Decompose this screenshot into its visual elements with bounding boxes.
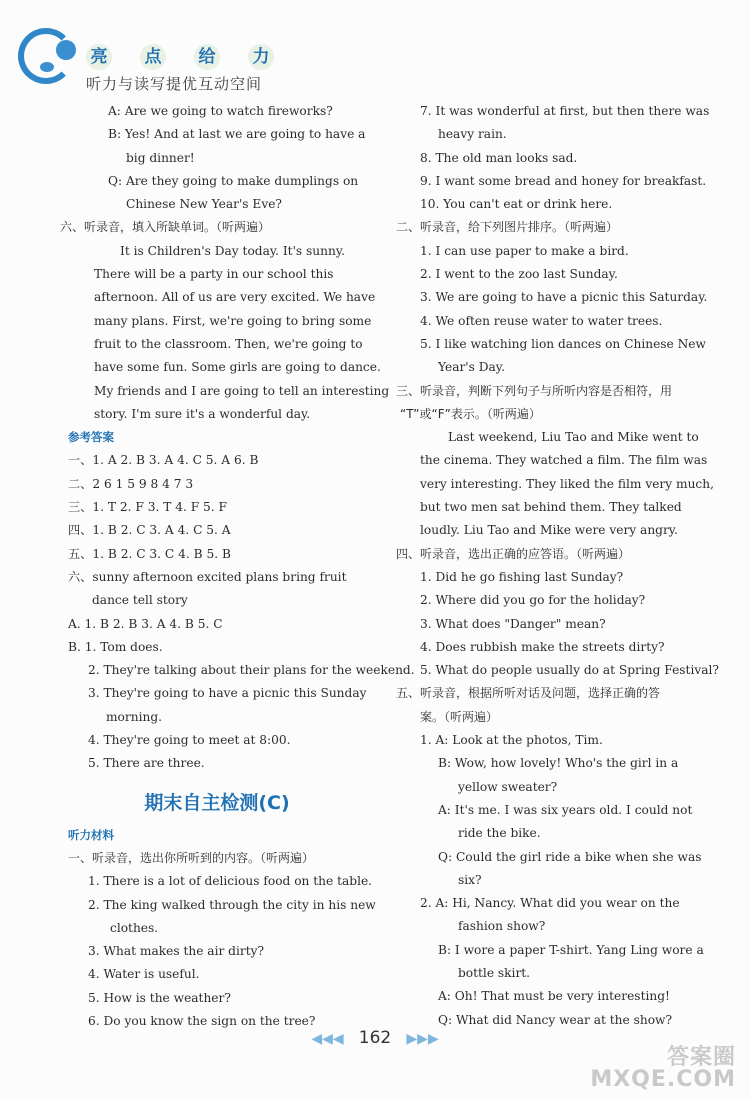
brand-char: 亮: [86, 44, 112, 70]
answer-line: B. 1. Tom does.: [68, 639, 163, 654]
list-item: 2. The king walked through the city in his new: [88, 897, 376, 912]
watermark-line: 答案圈: [666, 1045, 736, 1070]
passage-line: Last weekend, Liu Tao and Mike went to: [448, 430, 699, 445]
dialogue-line: Q: What did Nancy wear at the show?: [438, 1012, 673, 1027]
list-item: clothes.: [110, 920, 159, 935]
section-heading: 四、听录音，选出正确的应答语。（听两遍）: [396, 546, 631, 561]
dialogue-line: B: Wow, how lovely! Who's the girl in a: [438, 756, 679, 771]
answer-line: 4. They're going to meet at 8:00.: [88, 733, 291, 748]
section-heading: 三、听录音，判断下列句子与所听内容是否相符，用: [396, 383, 673, 398]
brand-char: 给: [194, 44, 220, 70]
list-item: 4. Does rubbish make the streets dirty?: [420, 639, 665, 654]
dialogue-line: B: I wore a paper T-shirt. Yang Ling wore a: [438, 942, 704, 957]
dialogue-line: Chinese New Year's Eve?: [126, 197, 282, 212]
page-number: 162: [358, 1028, 392, 1048]
answer-line: 三、1. T 2. F 3. T 4. F 5. F: [68, 500, 228, 515]
answer-line: 二、2 6 1 5 9 8 4 7 3: [68, 476, 194, 491]
answer-line: 一、1. A 2. B 3. A 4. C 5. A 6. B: [68, 453, 259, 468]
list-item: heavy rain.: [438, 127, 507, 142]
list-item: 5. What do people usually do at Spring Festival?: [420, 663, 719, 678]
list-item: 4. Water is useful.: [88, 967, 200, 982]
dialogue-line: Q: Could the girl ride a bike when she was: [438, 849, 702, 864]
passage-line: have some fun. Some girls are going to dance.: [94, 360, 381, 375]
dialogue-line: big dinner!: [126, 150, 195, 165]
next-arrows-icon: ▶▶▶: [406, 1031, 439, 1047]
list-item: 3. What does "Danger" mean?: [420, 616, 606, 631]
section-heading: 五、听录音，根据所听对话及问题，选择正确的答: [396, 686, 661, 701]
answer-line: 六、sunny afternoon excited plans bring fruit: [68, 569, 347, 584]
logo-mic-icon: [40, 62, 54, 72]
section-heading: 一、听录音，选出你所听到的内容。（听两遍）: [68, 850, 315, 865]
list-item: 2. I went to the zoo last Sunday.: [420, 267, 618, 282]
list-item: 10. You can't eat or drink here.: [420, 197, 613, 212]
answer-line: 3. They're going to have a picnic this Sunday: [88, 686, 367, 701]
answer-line: 5. There are three.: [88, 756, 205, 771]
list-item: 1. There is a lot of delicious food on the table.: [88, 874, 373, 889]
list-item: 5. I like watching lion dances on Chinese New: [420, 336, 706, 351]
section-heading: “T”或“F”表示。（听两遍）: [400, 406, 541, 421]
passage-line: loudly. Liu Tao and Mike were very angry.: [420, 523, 678, 538]
brand-char: 力: [248, 44, 274, 70]
passage-line: It is Children's Day today. It's sunny.: [120, 243, 345, 258]
list-item: 7. It was wonderful at first, but then there was: [420, 104, 710, 118]
list-item: 9. I want some bread and honey for breakfast.: [420, 173, 707, 188]
prev-arrows-icon: ◀◀◀: [311, 1031, 344, 1047]
brand-subtitle: 听力与读写提优互动空间: [86, 75, 263, 93]
page-header: [0, 0, 750, 100]
dialogue-line: Q: Are they going to make dumplings on: [108, 173, 359, 188]
passage-line: afternoon. All of us are very excited. We have: [94, 290, 376, 305]
logo-ear-icon: [56, 40, 76, 60]
brand-char: 点: [140, 44, 166, 70]
answer-line: dance tell story: [92, 593, 188, 608]
list-item: 6. Do you know the sign on the tree?: [88, 1013, 316, 1028]
passage-line: the cinema. They watched a film. The film was: [420, 453, 708, 468]
page-title: 期末自主检测(C): [144, 791, 290, 814]
dialogue-line: 2. A: Hi, Nancy. What did you wear on the: [420, 896, 680, 911]
passage-line: many plans. First, we're going to bring some: [94, 313, 372, 328]
list-item: 1. I can use paper to make a bird.: [420, 243, 629, 258]
list-item: 8. The old man looks sad.: [420, 150, 578, 165]
passage-line: My friends and I are going to tell an interesting: [94, 383, 390, 398]
answer-line: 五、1. B 2. C 3. C 4. B 5. B: [68, 546, 231, 561]
passage-line: story. I'm sure it's a wonderful day.: [94, 406, 311, 421]
list-item: 4. We often reuse water to water trees.: [420, 313, 663, 328]
list-item: 1. Did he go fishing last Sunday?: [420, 569, 624, 584]
dialogue-line: yellow sweater?: [458, 779, 558, 794]
watermark-line: MXQE.COM: [590, 1067, 736, 1092]
dialogue-line: B: Yes! And at last we are going to have a: [108, 127, 366, 142]
answer-line: A. 1. B 2. B 3. A 4. B 5. C: [68, 616, 223, 631]
right-column: [396, 100, 719, 1032]
answer-line: 2. They're talking about their plans for the weekend.: [88, 663, 415, 678]
passage-line: but two men sat behind them. They talked: [420, 500, 682, 515]
passage-line: fruit to the classroom. Then, we're going to: [94, 336, 363, 351]
brand-title: [86, 44, 274, 70]
section-heading: 二、听录音，给下列图片排序。（听两遍）: [396, 220, 619, 235]
listening-heading: 听力材料: [68, 827, 114, 842]
list-item: 2. Where did you go for the holiday?: [420, 593, 646, 608]
answer-line: morning.: [106, 709, 162, 724]
passage-line: There will be a party in our school this: [94, 267, 334, 282]
dialogue-line: bottle skirt.: [458, 965, 531, 980]
left-column: [60, 100, 415, 1033]
dialogue-line: A: It's me. I was six years old. I could not: [438, 802, 693, 817]
list-item: 5. How is the weather?: [88, 990, 231, 1005]
dialogue-line: A: Oh! That must be very interesting!: [438, 989, 670, 1004]
dialogue-line: 1. A: Look at the photos, Tim.: [420, 733, 603, 748]
dialogue-line: ride the bike.: [458, 826, 541, 841]
list-item: Year's Day.: [438, 360, 505, 375]
watermark: [590, 1047, 736, 1091]
answer-line: 四、1. B 2. C 3. A 4. C 5. A: [68, 523, 231, 538]
dialogue-line: A: Are we going to watch fireworks?: [108, 104, 333, 118]
section-heading: 案。（听两遍）: [420, 709, 499, 724]
list-item: 3. We are going to have a picnic this Saturday.: [420, 290, 708, 305]
dialogue-line: six?: [458, 872, 482, 887]
dialogue-line: fashion show?: [458, 919, 546, 934]
answers-heading: 参考答案: [68, 430, 114, 445]
passage-line: very interesting. They liked the film very much,: [420, 476, 714, 491]
section-heading: 六、听录音，填入所缺单词。（听两遍）: [60, 220, 271, 235]
list-item: 3. What makes the air dirty?: [88, 944, 265, 959]
